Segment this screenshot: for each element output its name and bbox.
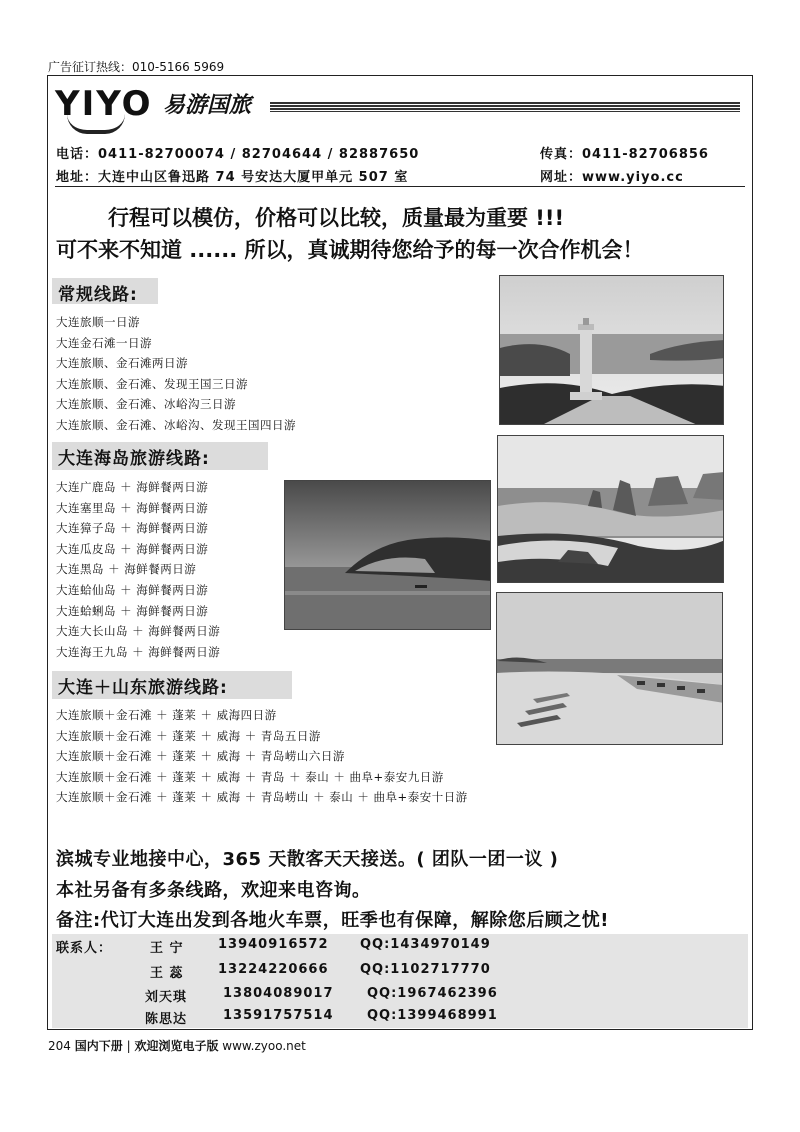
route-item: 大连旅顺、金石滩、冰峪沟三日游 <box>56 397 236 412</box>
slogan-line-2: 可不来不知道 ...... 所以，真诚期待您给予的每一次合作机会！ <box>56 238 644 262</box>
address-text: 大连中山区鲁迅路 74 号安达大厦甲单元 507 室 <box>98 170 409 185</box>
regular-routes-list <box>56 312 296 436</box>
contact-phone: 13224220666 <box>218 962 329 977</box>
route-item: 大连塞里岛 ＋ 海鲜餐两日游 <box>56 500 209 515</box>
route-item: 大连旅顺、金石滩两日游 <box>56 356 188 371</box>
contacts-label: 联系人： <box>56 941 113 956</box>
route-item: 大连金石滩一日游 <box>56 335 152 350</box>
island-routes-list <box>56 477 220 662</box>
page-footer <box>48 1037 306 1054</box>
remark-note: 备注:代订大连出发到各地火车票，旺季也有保障，解除您后顾之忧! <box>56 910 609 931</box>
website-row <box>540 166 684 185</box>
route-item: 大连瓜皮岛 ＋ 海鲜餐两日游 <box>56 541 209 556</box>
route-item: 大连黑岛 ＋ 海鲜餐两日游 <box>56 562 197 577</box>
contact-name: 陈思达 <box>145 1012 188 1027</box>
route-item: 大连蛤仙岛 ＋ 海鲜餐两日游 <box>56 582 209 597</box>
header-divider <box>55 186 745 187</box>
section-title-regular-routes: 常规线路: <box>52 278 158 304</box>
contact-name: 王 蕊 <box>150 966 184 981</box>
shandong-routes-list <box>56 705 468 808</box>
website-url[interactable]: www.yiyo.cc <box>582 170 684 185</box>
lighthouse-photo <box>499 275 724 425</box>
contact-qq: QQ:1967462396 <box>367 986 498 1001</box>
route-item: 大连旅顺＋金石滩 ＋ 蓬莱 ＋ 威海 ＋ 青岛五日游 <box>56 728 321 743</box>
address-row <box>56 166 408 185</box>
logo <box>55 84 745 130</box>
section-title-shandong-routes: 大连＋山东旅游线路: <box>52 671 292 699</box>
phone-row <box>56 143 419 162</box>
contact-phone: 13940916572 <box>218 937 329 952</box>
fax-label: 传真： <box>540 147 583 162</box>
route-item: 大连广鹿岛 ＋ 海鲜餐两日游 <box>56 480 209 494</box>
route-item: 大连海王九岛 ＋ 海鲜餐两日游 <box>56 644 221 659</box>
island-photo <box>284 480 491 630</box>
route-item: 大连大长山岛 ＋ 海鲜餐两日游 <box>56 624 221 639</box>
footer-url[interactable]: www.zyoo.net <box>222 1039 306 1053</box>
page-number: 204 <box>48 1039 71 1053</box>
route-item: 大连旅顺、金石滩、冰峪沟、发现王国四日游 <box>56 417 296 432</box>
fax-number: 0411-82706856 <box>582 147 709 162</box>
footer-section: 国内下册 <box>74 1039 123 1053</box>
contact-phone: 13804089017 <box>223 986 334 1001</box>
contact-qq: QQ:1434970149 <box>360 937 491 952</box>
route-item: 大连旅顺＋金石滩 ＋ 蓬莱 ＋ 威海四日游 <box>56 708 277 722</box>
contact-name: 王 宁 <box>150 941 184 956</box>
footer-note: 欢迎浏览电子版 <box>134 1039 219 1053</box>
service-note: 滨城专业地接中心，365 天散客天天接送。( 团队一团一议 ) <box>56 849 559 870</box>
slogan-line-1: 行程可以模仿，价格可以比较，质量最为重要 !!! <box>108 206 565 230</box>
ad-hotline: 广告征订热线：010-5166 5969 <box>48 60 225 74</box>
contact-phone: 13591757514 <box>223 1008 334 1023</box>
phone-label: 电话： <box>56 147 99 162</box>
more-routes-note: 本社另备有多条线路，欢迎来电咨询。 <box>56 880 371 901</box>
contact-name: 刘天琪 <box>145 990 188 1005</box>
website-label: 网址： <box>540 170 583 185</box>
section-title-island-routes: 大连海岛旅游线路: <box>52 442 268 470</box>
route-item: 大连旅顺＋金石滩 ＋ 蓬莱 ＋ 威海 ＋ 青岛崂山 ＋ 泰山 ＋ 曲阜+泰安十日游 <box>56 790 468 805</box>
address-label: 地址： <box>56 170 99 185</box>
contact-qq: QQ:1102717770 <box>360 962 491 977</box>
footer-separator: | <box>126 1039 131 1053</box>
logo-chinese-name: 易游国旅 <box>163 93 252 118</box>
route-item: 大连旅顺＋金石滩 ＋ 蓬莱 ＋ 威海 ＋ 青岛 ＋ 泰山 ＋ 曲阜+泰安九日游 <box>56 769 444 784</box>
logo-stripe-bar <box>270 102 740 112</box>
logo-letters: YIYO <box>55 84 153 124</box>
route-item: 大连旅顺＋金石滩 ＋ 蓬莱 ＋ 威海 ＋ 青岛崂山六日游 <box>56 749 345 764</box>
route-item: 大连旅顺一日游 <box>56 315 140 329</box>
fax-row <box>540 143 709 162</box>
route-item: 大连蛤蜊岛 ＋ 海鲜餐两日游 <box>56 603 209 618</box>
route-item: 大连獐子岛 ＋ 海鲜餐两日游 <box>56 521 209 536</box>
beach-photo <box>496 592 723 745</box>
contact-qq: QQ:1399468991 <box>367 1008 498 1023</box>
phone-numbers: 0411-82700074 / 82704644 / 82887650 <box>98 147 420 162</box>
sea-stacks-photo <box>497 435 724 583</box>
route-item: 大连旅顺、金石滩、发现王国三日游 <box>56 376 248 391</box>
